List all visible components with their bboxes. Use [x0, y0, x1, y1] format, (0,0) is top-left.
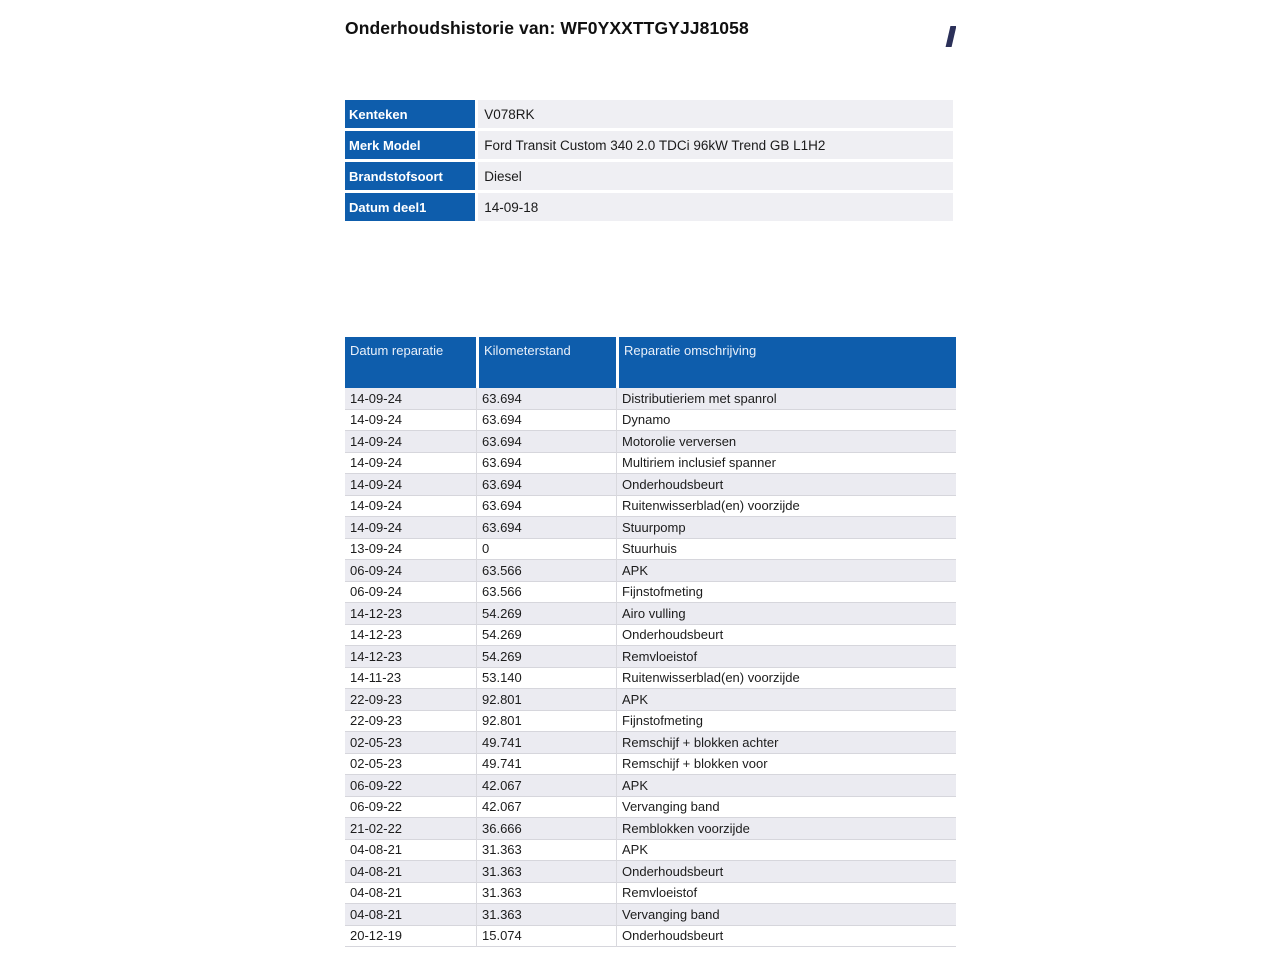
repair-description-cell: Ruitenwisserblad(en) voorzijde [616, 668, 956, 690]
info-value-cell: Diesel [478, 162, 953, 190]
repair-date-cell: 06-09-24 [345, 560, 476, 582]
repair-date-cell: 04-08-21 [345, 883, 476, 905]
repair-description-cell: Fijnstofmeting [616, 582, 956, 604]
repair-date-cell: 14-09-24 [345, 517, 476, 539]
vehicle-info-table [342, 97, 956, 224]
repair-row [345, 668, 956, 690]
repair-date-cell: 22-09-23 [345, 689, 476, 711]
info-value-cell: Ford Transit Custom 340 2.0 TDCi 96kW Trend GB L1H2 [478, 131, 953, 159]
repair-km-cell: 63.694 [476, 431, 616, 453]
info-value-cell: V078RK [478, 100, 953, 128]
repair-row [345, 904, 956, 926]
repair-date-cell: 21-02-22 [345, 818, 476, 840]
repair-km-cell: 63.694 [476, 474, 616, 496]
info-label-cell: Datum deel1 [345, 193, 475, 221]
repair-km-cell: 42.067 [476, 775, 616, 797]
repair-row [345, 560, 956, 582]
repair-km-cell: 49.741 [476, 732, 616, 754]
repair-date-cell: 14-09-24 [345, 388, 476, 410]
page-title: Onderhoudshistorie van: WF0YXXTTGYJJ81058 [345, 17, 749, 38]
repair-description-cell: Remschijf + blokken voor [616, 754, 956, 776]
repair-date-cell: 22-09-23 [345, 711, 476, 733]
repairs-header-date: Datum reparatie [345, 337, 476, 388]
repair-row [345, 625, 956, 647]
repair-description-cell: Onderhoudsbeurt [616, 625, 956, 647]
repair-row [345, 732, 956, 754]
repair-km-cell: 49.741 [476, 754, 616, 776]
repair-km-cell: 92.801 [476, 689, 616, 711]
repair-row [345, 840, 956, 862]
repair-description-cell: Airo vulling [616, 603, 956, 625]
repair-description-cell: APK [616, 840, 956, 862]
repair-description-cell: Vervanging band [616, 904, 956, 926]
repair-description-cell: Dynamo [616, 410, 956, 432]
repair-km-cell: 63.694 [476, 496, 616, 518]
repair-description-cell: Remblokken voorzijde [616, 818, 956, 840]
repair-row [345, 861, 956, 883]
repairs-table-container [345, 337, 956, 951]
clipped-logo-icon [946, 26, 956, 47]
repair-description-cell: Fijnstofmeting [616, 711, 956, 733]
repair-km-cell: 0 [476, 539, 616, 561]
repair-date-cell: 14-09-24 [345, 453, 476, 475]
repair-km-cell: 54.269 [476, 603, 616, 625]
repair-date-cell: 14-09-24 [345, 410, 476, 432]
repair-description-cell: Distributieriem met spanrol [616, 388, 956, 410]
repair-km-cell: 92.801 [476, 711, 616, 733]
repair-km-cell: 54.269 [476, 646, 616, 668]
repair-row [345, 603, 956, 625]
repair-description-cell: Multiriem inclusief spanner [616, 453, 956, 475]
repair-km-cell: 63.694 [476, 517, 616, 539]
repair-description-cell: Stuurhuis [616, 539, 956, 561]
repair-km-cell: 63.694 [476, 410, 616, 432]
repair-description-cell: Remvloeistof [616, 646, 956, 668]
repair-date-cell: 14-11-23 [345, 668, 476, 690]
repair-date-cell: 02-05-23 [345, 754, 476, 776]
repair-description-cell: APK [616, 560, 956, 582]
info-label-cell: Kenteken [345, 100, 475, 128]
repair-km-cell: 54.269 [476, 625, 616, 647]
repair-km-cell: 31.363 [476, 883, 616, 905]
info-row [345, 100, 953, 128]
repair-description-cell: Onderhoudsbeurt [616, 861, 956, 883]
repair-row [345, 646, 956, 668]
repair-km-cell: 31.363 [476, 904, 616, 926]
repairs-table [345, 337, 956, 947]
repair-date-cell: 14-12-23 [345, 625, 476, 647]
repair-row [345, 582, 956, 604]
repair-description-cell: Onderhoudsbeurt [616, 474, 956, 496]
repairs-header-km: Kilometerstand [476, 337, 616, 388]
repair-row [345, 711, 956, 733]
repairs-header-row [345, 337, 956, 388]
repair-date-cell: 06-09-22 [345, 797, 476, 819]
repair-row [345, 410, 956, 432]
repair-row [345, 388, 956, 410]
repair-km-cell: 15.074 [476, 926, 616, 948]
repair-date-cell: 14-12-23 [345, 603, 476, 625]
repair-date-cell: 14-12-23 [345, 646, 476, 668]
repair-date-cell: 14-09-24 [345, 474, 476, 496]
info-label-cell: Merk Model [345, 131, 475, 159]
repair-km-cell: 63.694 [476, 453, 616, 475]
repair-row [345, 818, 956, 840]
repair-date-cell: 06-09-24 [345, 582, 476, 604]
repair-description-cell: Vervanging band [616, 797, 956, 819]
repair-date-cell: 02-05-23 [345, 732, 476, 754]
repair-row [345, 474, 956, 496]
repair-description-cell: Remvloeistof [616, 883, 956, 905]
repair-row [345, 754, 956, 776]
repair-row [345, 496, 956, 518]
repair-row [345, 926, 956, 948]
repair-date-cell: 04-08-21 [345, 840, 476, 862]
repair-row [345, 883, 956, 905]
repair-km-cell: 31.363 [476, 861, 616, 883]
repair-km-cell: 53.140 [476, 668, 616, 690]
repair-date-cell: 20-12-19 [345, 926, 476, 948]
info-value-cell: 14-09-18 [478, 193, 953, 221]
repair-date-cell: 14-09-24 [345, 431, 476, 453]
repair-description-cell: Motorolie verversen [616, 431, 956, 453]
repairs-header-description: Reparatie omschrijving [616, 337, 956, 388]
repair-row [345, 517, 956, 539]
repair-row [345, 775, 956, 797]
repair-km-cell: 42.067 [476, 797, 616, 819]
repair-date-cell: 14-09-24 [345, 496, 476, 518]
repair-description-cell: Remschijf + blokken achter [616, 732, 956, 754]
repair-description-cell: Ruitenwisserblad(en) voorzijde [616, 496, 956, 518]
repair-date-cell: 04-08-21 [345, 861, 476, 883]
repair-row [345, 539, 956, 561]
repair-row [345, 453, 956, 475]
repair-description-cell: APK [616, 775, 956, 797]
repair-row [345, 431, 956, 453]
repair-date-cell: 04-08-21 [345, 904, 476, 926]
repair-description-cell: Stuurpomp [616, 517, 956, 539]
repair-km-cell: 63.566 [476, 582, 616, 604]
repair-description-cell: Onderhoudsbeurt [616, 926, 956, 948]
repair-row [345, 797, 956, 819]
repair-description-cell: APK [616, 689, 956, 711]
repair-km-cell: 36.666 [476, 818, 616, 840]
repair-km-cell: 63.694 [476, 388, 616, 410]
repair-date-cell: 13-09-24 [345, 539, 476, 561]
info-row [345, 193, 953, 221]
repair-km-cell: 31.363 [476, 840, 616, 862]
repair-row [345, 689, 956, 711]
repair-km-cell: 63.566 [476, 560, 616, 582]
info-row [345, 162, 953, 190]
info-row [345, 131, 953, 159]
repair-date-cell: 06-09-22 [345, 775, 476, 797]
info-label-cell: Brandstofsoort [345, 162, 475, 190]
